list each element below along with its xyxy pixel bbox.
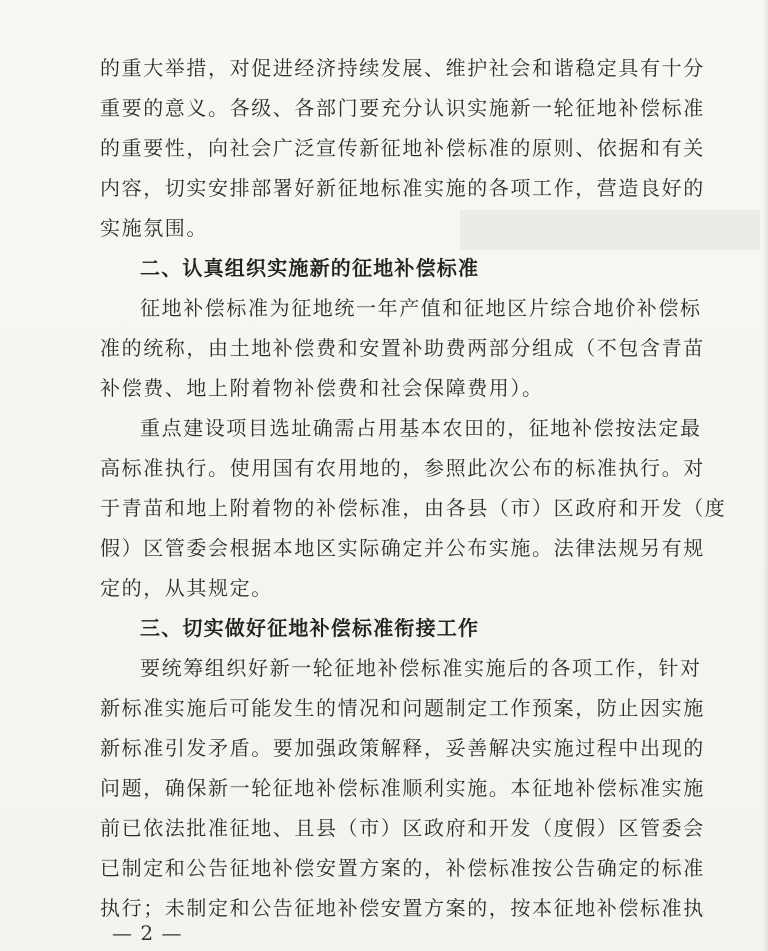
body-text-line: 补偿费、地上附着物补偿费和社会保障费用）。: [100, 376, 544, 400]
body-text-line: 高标准执行。使用国有农用地的，参照此次公布的标准执行。对: [100, 456, 705, 480]
body-text-line: 前已依法批准征地、且县（市）区政府和开发（度假）区管委会: [100, 816, 705, 840]
body-text-line: 重要的意义。各级、各部门要充分认识实施新一轮征地补偿标准: [100, 96, 705, 120]
body-text-line: 新标准实施后可能发生的情况和问题制定工作预案，防止因实施: [100, 696, 705, 720]
body-text-line: 的重要性，向社会广泛宣传新征地补偿标准的原则、依据和有关: [100, 136, 705, 160]
page-footer: [0, 918, 768, 948]
body-text-line: 问题，确保新一轮征地补偿标准顺利实施。本征地补偿标准实施: [100, 776, 705, 800]
body-text-line: 已制定和公告征地补偿安置方案的，补偿标准按公告确定的标准: [100, 856, 705, 880]
body-text-line: 执行；未制定和公告征地补偿安置方案的，按本征地补偿标准执: [100, 896, 705, 920]
body-text-line: 于青苗和地上附着物的补偿标准，由各县（市）区政府和开发（度: [100, 496, 727, 520]
body-text-line: 准的统称，由土地补偿费和安置补助费两部分组成（不包含青苗: [100, 336, 705, 360]
body-text-line: 实施氛围。: [100, 216, 208, 240]
body-text-line: 内容，切实安排部署好新征地标准实施的各项工作，营造良好的: [100, 176, 705, 200]
page-number: — 2 —: [112, 921, 183, 945]
paragraph-first-line: 重点建设项目选址确需占用基本农田的，征地补偿按法定最: [140, 416, 702, 440]
body-text-line: 假）区管委会根据本地区实际确定并公布实施。法律法规另有规: [100, 536, 705, 560]
scan-edge-shadow: [762, 0, 768, 951]
section-heading: 二、认真组织实施新的征地补偿标准: [140, 256, 480, 280]
paragraph-first-line: 征地补偿标准为征地统一年产值和征地区片综合地价补偿标: [140, 296, 702, 320]
body-text-line: 的重大举措，对促进经济持续发展、维护社会和谐稳定具有十分: [100, 56, 705, 80]
document-body: [100, 48, 727, 928]
body-text-line: 新标准引发矛盾。要加强政策解释，妥善解决实施过程中出现的: [100, 736, 705, 760]
paragraph-first-line: 要统筹组织好新一轮征地补偿标准实施后的各项工作，针对: [140, 656, 702, 680]
body-text-line: 定的，从其规定。: [100, 576, 273, 600]
section-heading: 三、切实做好征地补偿标准衔接工作: [140, 616, 480, 640]
